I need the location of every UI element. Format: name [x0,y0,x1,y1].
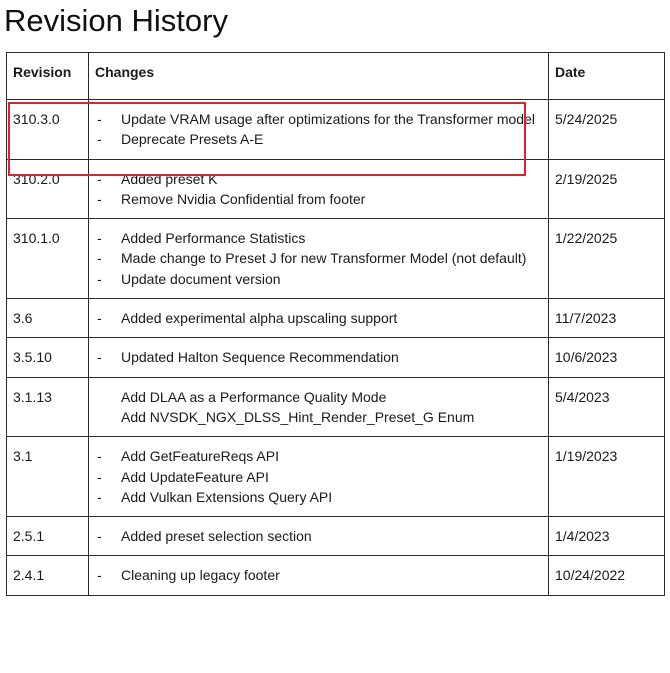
revision-cell: 2.5.1 [7,517,89,556]
table-row [7,377,665,437]
changes-list [95,228,542,289]
change-item [95,109,542,129]
changes-cell [89,556,549,595]
table-row [7,299,665,338]
change-text: Made change to Preset J for new Transformer Model (not default) [121,250,527,267]
change-text: Add UpdateFeature API [121,468,269,485]
changes-list [95,526,542,546]
bullet-dash: - [97,349,102,366]
bullet-dash: - [97,567,102,584]
changes-cell [89,437,549,517]
revision-history-table [6,52,665,596]
table-header-row [7,53,665,100]
changes-cell [89,159,549,219]
change-text: Add NVSDK_NGX_DLSS_Hint_Render_Preset_G Enum [121,408,475,425]
change-text: Update document version [121,270,281,287]
change-text: Updated Halton Sequence Recommendation [121,349,399,366]
change-item [95,467,542,487]
date-cell: 5/4/2023 [549,377,665,437]
change-item [95,189,542,209]
changes-list [95,109,542,150]
change-text: Update VRAM usage after optimizations for the Transformer model [121,111,535,127]
bullet-dash: - [97,528,102,545]
change-item [95,129,542,149]
table-row [7,100,665,160]
change-item [95,269,542,289]
bullet-dash: - [97,170,102,187]
change-item [95,487,542,507]
bullet-dash: - [97,448,102,465]
change-text: Added experimental alpha upscaling support [121,310,398,327]
change-item [95,407,542,427]
changes-list [95,565,542,585]
table-row [7,159,665,219]
revision-cell: 310.2.0 [7,159,89,219]
bullet-dash: - [97,230,102,247]
changes-list [95,387,542,428]
revision-cell: 3.5.10 [7,338,89,377]
changes-cell [89,100,549,160]
date-cell: 1/19/2023 [549,437,665,517]
changes-list [95,169,542,210]
bullet-dash: - [97,250,102,267]
revision-cell: 310.1.0 [7,219,89,299]
change-text: Add GetFeatureReqs API [121,448,279,465]
table-row [7,437,665,517]
page-title: Revision History [4,3,228,38]
bullet-dash: - [97,111,102,127]
change-item [95,228,542,248]
table-body [7,100,665,596]
date-cell: 11/7/2023 [549,299,665,338]
header-date: Date [549,53,665,100]
revision-cell: 3.1 [7,437,89,517]
change-item [95,347,542,367]
bullet-dash: - [97,468,102,485]
change-text: Cleaning up legacy footer [121,567,280,584]
changes-cell [89,338,549,377]
table-row [7,338,665,377]
table-row [7,556,665,595]
change-item [95,169,542,189]
revision-cell: 3.1.13 [7,377,89,437]
changes-cell [89,219,549,299]
change-item [95,565,542,585]
change-item [95,526,542,546]
bullet-dash: - [97,131,102,148]
change-item [95,248,542,268]
date-cell: 10/6/2023 [549,338,665,377]
header-revision: Revision [7,53,89,100]
changes-list [95,347,542,367]
revision-cell: 3.6 [7,299,89,338]
change-text: Added preset K [121,170,218,187]
change-text: Added Performance Statistics [121,230,306,247]
changes-list [95,446,542,507]
bullet-dash: - [97,190,102,207]
change-text: Remove Nvidia Confidential from footer [121,190,366,207]
revision-cell: 310.3.0 [7,100,89,160]
table-row [7,517,665,556]
changes-cell [89,517,549,556]
date-cell: 2/19/2025 [549,159,665,219]
change-text: Deprecate Presets A-E [121,131,264,148]
change-item [95,387,542,407]
bullet-dash: - [97,310,102,327]
table-row [7,219,665,299]
header-changes: Changes [89,53,549,100]
change-text: Add DLAA as a Performance Quality Mode [121,388,387,405]
bullet-dash: - [97,270,102,287]
change-text: Added preset selection section [121,528,312,545]
change-item [95,446,542,466]
date-cell: 10/24/2022 [549,556,665,595]
changes-cell [89,377,549,437]
bullet-dash: - [97,488,102,505]
changes-cell [89,299,549,338]
revision-cell: 2.4.1 [7,556,89,595]
changes-list [95,308,542,328]
date-cell: 1/4/2023 [549,517,665,556]
date-cell: 1/22/2025 [549,219,665,299]
change-item [95,308,542,328]
date-cell: 5/24/2025 [549,100,665,160]
change-text: Add Vulkan Extensions Query API [121,488,333,505]
